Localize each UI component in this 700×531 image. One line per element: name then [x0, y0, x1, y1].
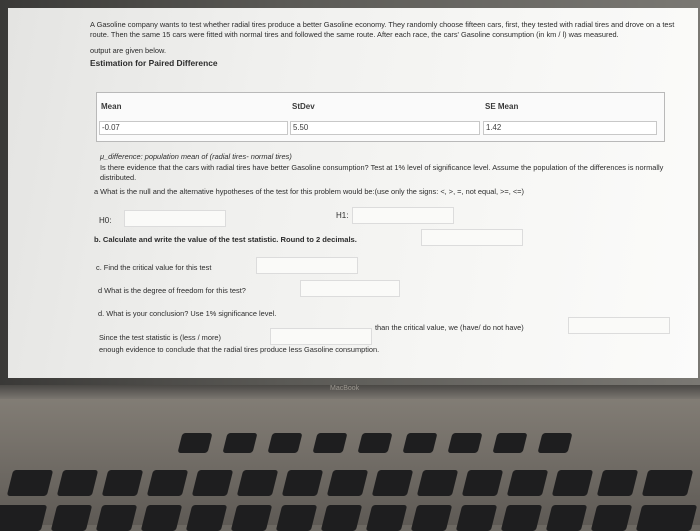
h1-answer-field[interactable]	[352, 207, 454, 224]
key[interactable]	[57, 470, 98, 496]
question-a: a What is the null and the alternative hypotheses of the test for this problem would be:(use only the signs: <, >, =, not equal, >=, <=)	[94, 187, 524, 196]
question-b: b. Calculate and write the value of the test statistic. Round to 2 decimals.	[94, 235, 357, 244]
h0-label: H0:	[99, 216, 112, 225]
key[interactable]	[411, 505, 452, 531]
key[interactable]	[147, 470, 188, 496]
laptop-keyboard	[0, 385, 700, 525]
key[interactable]	[462, 470, 503, 496]
key[interactable]	[493, 433, 528, 453]
mu-definition: μ_difference: population mean of (radial tires- normal tires)	[100, 152, 292, 161]
key[interactable]	[0, 505, 47, 531]
key[interactable]	[282, 470, 323, 496]
key[interactable]	[223, 433, 258, 453]
estimation-title: Estimation for Paired Difference	[90, 58, 218, 68]
h1-label: H1:	[336, 211, 349, 220]
key[interactable]	[186, 505, 227, 531]
estimation-table	[96, 92, 665, 142]
stdev-value: 5.50	[290, 121, 480, 135]
key[interactable]	[456, 505, 497, 531]
semean-header: SE Mean	[485, 102, 519, 111]
key[interactable]	[276, 505, 317, 531]
key[interactable]	[538, 433, 573, 453]
question-main: Is there evidence that the cars with radial tires have better Gasoline consumption? Test at 1% level of significance level. Assume the population of the differences is normally distributed.	[100, 163, 664, 182]
key[interactable]	[358, 433, 393, 453]
question-conclusion: d. What is your conclusion? Use 1% significance level.	[98, 309, 277, 318]
intro-text: A Gasoline company wants to test whether radial tires produce a better Gasoline economy. They randomly choose fifteen cars, first, they tested with radial tires and drove on a test route. Then the same 15 cars were fitted with normal tires and followed the same route. After each race, the cars' Gasoline consumption (in km / l) was measured.	[90, 20, 675, 39]
question-d: d What is the degree of freedom for this test?	[98, 286, 246, 295]
key[interactable]	[636, 505, 697, 531]
semean-value: 1.42	[483, 121, 657, 135]
mean-value: -0.07	[99, 121, 288, 135]
key[interactable]	[7, 470, 53, 496]
screen	[8, 8, 698, 378]
have-not-have-field[interactable]	[568, 317, 670, 334]
stdev-header: StDev	[292, 102, 315, 111]
key[interactable]	[51, 505, 92, 531]
key[interactable]	[403, 433, 438, 453]
degrees-freedom-field[interactable]	[300, 280, 400, 297]
key[interactable]	[268, 433, 303, 453]
key[interactable]	[366, 505, 407, 531]
key[interactable]	[417, 470, 458, 496]
key[interactable]	[501, 505, 542, 531]
key[interactable]	[552, 470, 593, 496]
conclusion-text-3: enough evidence to conclude that the radial tires produce less Gasoline consumption.	[99, 345, 380, 354]
key[interactable]	[507, 470, 548, 496]
mean-header: Mean	[101, 102, 122, 111]
key[interactable]	[597, 470, 638, 496]
key[interactable]	[591, 505, 632, 531]
conclusion-text-1: Since the test statistic is (less / more)	[99, 333, 221, 342]
test-statistic-field[interactable]	[421, 229, 523, 246]
question-content	[90, 20, 680, 354]
key[interactable]	[313, 433, 348, 453]
key[interactable]	[231, 505, 272, 531]
key[interactable]	[178, 433, 213, 453]
key[interactable]	[192, 470, 233, 496]
key[interactable]	[546, 505, 587, 531]
key[interactable]	[102, 470, 143, 496]
laptop-brand: MacBook	[330, 385, 360, 392]
key[interactable]	[237, 470, 278, 496]
key[interactable]	[642, 470, 693, 496]
h0-answer-field[interactable]	[124, 210, 226, 227]
key[interactable]	[372, 470, 413, 496]
key[interactable]	[141, 505, 182, 531]
question-c: c. Find the critical value for this test	[96, 263, 212, 272]
key[interactable]	[96, 505, 137, 531]
critical-value-field[interactable]	[256, 257, 358, 274]
key[interactable]	[321, 505, 362, 531]
conclusion-text-2: than the critical value, we (have/ do not have)	[375, 323, 524, 332]
key[interactable]	[448, 433, 483, 453]
key[interactable]	[327, 470, 368, 496]
less-more-field[interactable]	[270, 328, 372, 345]
output-note: output are given below.	[90, 46, 167, 55]
